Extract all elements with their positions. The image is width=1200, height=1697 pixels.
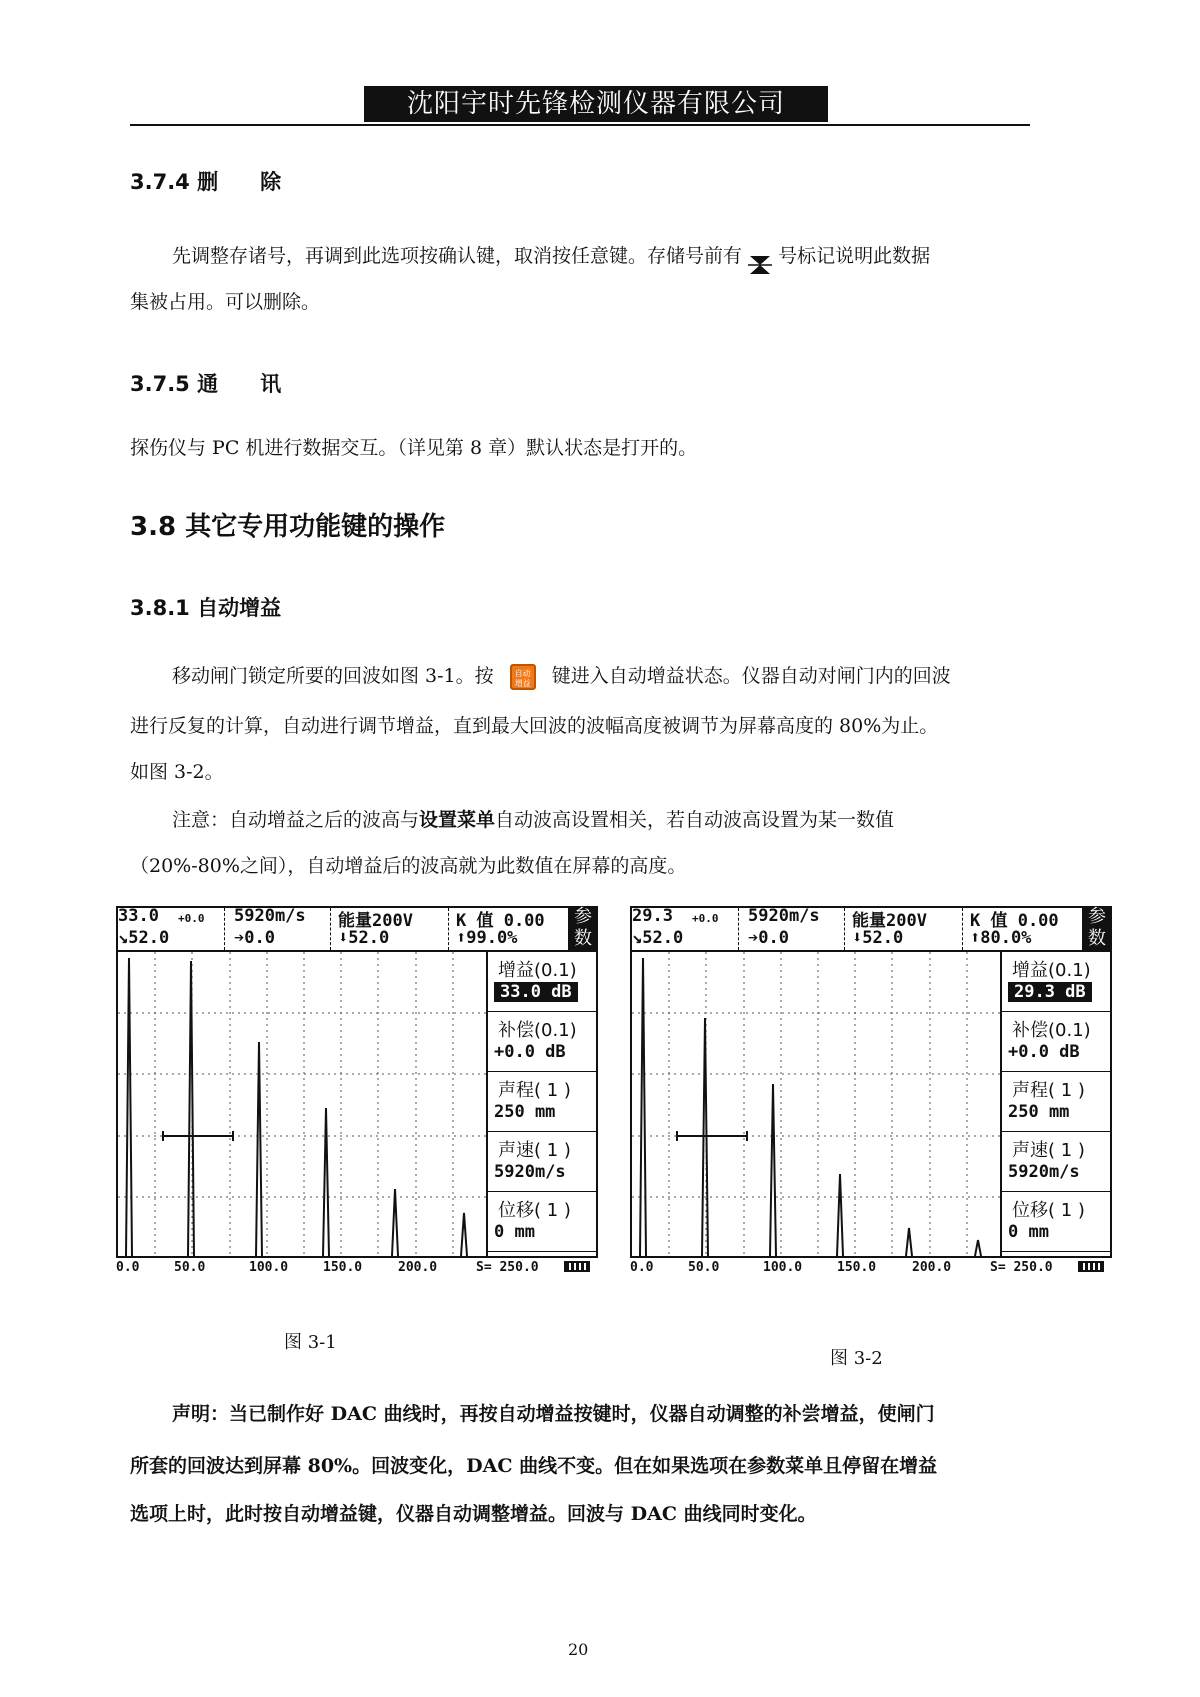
x-axis [116,1258,598,1278]
param-menu-item[interactable] [488,1072,596,1132]
figure-3-2-caption: 图 3-2 [830,1348,883,1369]
menu-tab-params[interactable] [1082,906,1112,952]
key-label-bottom: 增益 [514,679,531,688]
readout-energy: 能量200V [852,911,927,931]
statement-line3: 选项上时，此时按自动增益键，仪器自动调整增益。回波与 DAC 曲线同时变化。 [130,1503,817,1525]
readout-gain: 33.0 [118,906,159,926]
header-rule [130,124,1030,126]
battery-icon [564,1261,590,1272]
readout-offset: +0.0 [178,912,205,925]
section-3-7-4-line1 [172,232,930,280]
section-3-8-1-p1-line2: 进行反复的计算，自动进行调节增益，直到最大回波的波幅高度被调节为屏幕高度的 80%为止。 [130,715,939,737]
param-menu [1002,952,1112,1258]
echo-peak [323,1108,329,1256]
x-tick-label: 50.0 [688,1260,720,1275]
echo-peak [975,1240,981,1256]
figure-3-2-screen [630,906,1112,1278]
readout-k-value: K 值 0.00 [970,911,1059,931]
battery-icon [1078,1261,1104,1272]
section-3-7-4-title: 3.7.4 删 除 [130,170,282,194]
s374-text-b: 号标记说明此数据 [778,245,931,267]
status-separator [844,908,845,950]
param-value: 29.3 dB [1008,982,1092,1002]
section-3-8-1-title: 3.8.1 自动增益 [130,596,282,620]
occupied-mark-icon [748,246,772,268]
param-label: 增益(0.1) [1012,960,1091,981]
param-label: 增益(0.1) [498,960,577,981]
param-label: 位移( 1 ) [498,1200,571,1221]
company-header: 沈阳宇时先锋检测仪器有限公司 [364,86,828,122]
param-label: 补偿(0.1) [498,1020,577,1041]
param-menu-item[interactable] [1002,1072,1110,1132]
echo-peak [906,1228,912,1256]
tab-label-a: 参 [574,906,592,927]
section-3-7-4-line2: 集被占用。可以删除。 [130,291,321,313]
x-tick-label: 100.0 [249,1260,289,1275]
echo-peak [392,1189,398,1256]
param-value: 250 mm [1008,1102,1070,1122]
note-text-a: 注意：自动增益之后的波高与 [172,809,420,831]
param-menu-item[interactable] [1002,1192,1110,1252]
param-label: 补偿(0.1) [1012,1020,1091,1041]
x-tick-label: 50.0 [174,1260,206,1275]
param-label: 声速( 1 ) [498,1140,571,1161]
param-menu-item[interactable] [488,1132,596,1192]
echo-peak [837,1174,843,1256]
readout-peak: ⬆99.0% [456,928,518,948]
param-label: 声速( 1 ) [1012,1140,1085,1161]
x-tick-label: 200.0 [912,1260,952,1275]
section-3-7-5-title: 3.7.5 通 讯 [130,372,282,396]
section-3-7-5-line1: 探伤仪与 PC 机进行数据交互。（详见第 8 章）默认状态是打开的。 [130,437,698,459]
echo-peak [640,958,646,1256]
auto-gain-key-icon [510,664,536,690]
s381-text-a: 移动闸门锁定所要的回波如图 3-1。按 [172,665,494,687]
readout-peak: ⬆80.0% [970,928,1032,948]
param-label: 位移( 1 ) [1012,1200,1085,1221]
readout-velocity: 5920m/s [234,906,306,926]
page-number: 20 [568,1640,589,1659]
param-value: 0 mm [494,1222,535,1242]
x-axis [630,1258,1112,1278]
readout-offset: +0.0 [692,912,719,925]
s381-text-b: 键进入自动增益状态。仪器自动对闸门内的回波 [551,665,951,687]
param-menu-item[interactable] [488,1012,596,1072]
note-text-b: 自动波高设置相关，若自动波高设置为某一数值 [495,809,895,831]
tab-label-b: 数 [574,928,592,949]
x-tick-label: 0.0 [116,1260,140,1275]
status-separator [738,908,739,950]
section-3-8-1-p1-line3: 如图 3-2。 [130,761,224,783]
section-3-8-1-note-line2: （20%-80%之间），自动增益后的波高就为此数值在屏幕的高度。 [130,855,687,877]
a-scan-plot [630,952,1002,1258]
param-value: 0 mm [1008,1222,1049,1242]
statement-line2: 所套的回波达到屏幕 80%。回波变化，DAC 曲线不变。但在如果选项在参数菜单且停留在增益 [130,1455,938,1477]
readout-gain: 29.3 [632,906,673,926]
readout-gate-start: ↘52.0 [632,928,684,948]
param-label: 声程( 1 ) [1012,1080,1085,1101]
readout-energy: 能量200V [338,911,413,931]
param-value: 5920m/s [494,1162,566,1182]
tab-label-a: 参 [1088,906,1106,927]
x-tick-label: 100.0 [763,1260,803,1275]
param-value: +0.0 dB [494,1042,566,1062]
range-label: S= 250.0 [990,1260,1053,1275]
status-separator [962,908,963,950]
param-menu-item[interactable] [488,1192,596,1252]
param-menu-item[interactable] [1002,1012,1110,1072]
tab-label-b: 数 [1088,928,1106,949]
key-label-top: 自动 [514,669,531,678]
readout-k-value: K 值 0.00 [456,911,545,931]
figure-3-1-screen [116,906,598,1278]
param-value: +0.0 dB [1008,1042,1080,1062]
statement-line1: 声明：当已制作好 DAC 曲线时，再按自动增益按键时，仪器自动调整的补尝增益，使闸门 [172,1403,935,1425]
section-3-8-1-p1-line1 [172,652,951,700]
figure-3-1-caption: 图 3-1 [284,1332,337,1353]
readout-delta: ➔0.0 [234,928,275,948]
param-menu-item[interactable] [1002,1132,1110,1192]
readout-gate-start: ↘52.0 [118,928,170,948]
readout-velocity: 5920m/s [748,906,820,926]
readout-down: ⬇52.0 [852,928,904,948]
echo-peak [126,958,132,1256]
echo-peak [188,961,194,1256]
readout-down: ⬇52.0 [338,928,390,948]
section-3-8-title: 3.8 其它专用功能键的操作 [130,512,446,542]
status-separator [448,908,449,950]
range-label: S= 250.0 [476,1260,539,1275]
status-separator [224,908,225,950]
note-text-bold: 设置菜单 [419,809,496,831]
x-tick-label: 200.0 [398,1260,438,1275]
x-tick-label: 150.0 [323,1260,363,1275]
echo-peak [770,1084,776,1256]
echo-peak [461,1213,467,1256]
param-menu [488,952,598,1258]
menu-tab-params[interactable] [568,906,598,952]
s374-text-a: 先调整存诸号，再调到此选项按确认键，取消按任意键。存储号前有 [172,245,743,267]
param-value: 250 mm [494,1102,556,1122]
param-label: 声程( 1 ) [498,1080,571,1101]
param-value: 33.0 dB [494,982,578,1002]
param-menu-item[interactable] [1002,952,1110,1012]
param-menu-item[interactable] [488,952,596,1012]
readout-delta: ➔0.0 [748,928,789,948]
a-scan-plot [116,952,488,1258]
x-tick-label: 150.0 [837,1260,877,1275]
x-tick-label: 0.0 [630,1260,654,1275]
section-3-8-1-note-line1 [172,796,894,844]
status-separator [330,908,331,950]
param-value: 5920m/s [1008,1162,1080,1182]
